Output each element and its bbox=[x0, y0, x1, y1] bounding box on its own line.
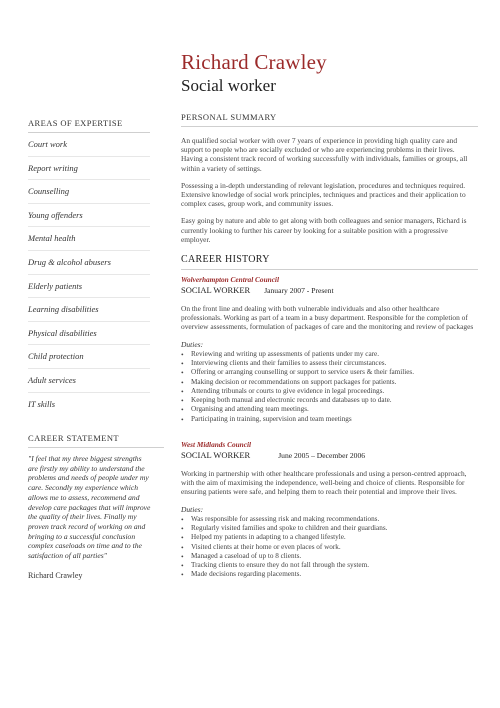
duty-item: • Interviewing clients and their families to assess their circumstances. bbox=[181, 359, 478, 368]
expertise-item: Elderly patients bbox=[28, 275, 150, 299]
job-entry bbox=[181, 440, 478, 580]
duty-item: • Organising and attending team meetings. bbox=[181, 405, 478, 414]
duties-heading: Duties: bbox=[181, 504, 204, 514]
job-title: SOCIAL WORKER bbox=[181, 285, 251, 296]
career-statement-quote: "I feel that my three biggest strengths are firstly my ability to understand the problems and needs of people under my care. Secondly my experience which allows me to assess, recommend and develop care packages that will improve the quality of their lives. Finally my proven track record of working on and bringing to a successful conclusion complex caseloads on time and to the satisfaction of all parties" bbox=[28, 454, 151, 561]
expertise-item: IT skills bbox=[28, 398, 56, 409]
expertise-item: Young offenders bbox=[28, 204, 150, 228]
expertise-item: Physical disabilities bbox=[28, 322, 150, 346]
duties-list bbox=[181, 515, 478, 580]
job-title-line bbox=[181, 285, 478, 295]
career-statement-heading: CAREER STATEMENT bbox=[28, 433, 164, 448]
duty-item: • Managed a caseload of up to 8 clients. bbox=[181, 552, 478, 561]
summary-paragraph: An qualified social worker with over 7 years of experience in providing high quality care and support to people who are socially excluded or who are experiencing problems in their lives. Having a consistent track record of working successfully with individuals, families or groups, all within a variety of settings. bbox=[181, 136, 468, 173]
job-dates: January 2007 - Present bbox=[264, 286, 334, 296]
expertise-item: Mental health bbox=[28, 227, 150, 251]
signature: Richard Crawley bbox=[28, 570, 83, 580]
summary-heading: PERSONAL SUMMARY bbox=[181, 112, 478, 127]
expertise-item: Learning disabilities bbox=[28, 298, 150, 322]
job-title: SOCIAL WORKER bbox=[181, 450, 251, 461]
duty-item: • Visited clients at their home or even places of work. bbox=[181, 543, 478, 552]
career-history-heading: CAREER HISTORY bbox=[181, 254, 478, 270]
duty-item: • Reviewing and writing up assessments of patients under my care. bbox=[181, 350, 478, 359]
expertise-item: Counselling bbox=[28, 180, 150, 204]
employer-name: West Midlands Council bbox=[181, 440, 252, 450]
expertise-heading: AREAS OF EXPERTISE bbox=[28, 118, 150, 133]
duty-item: • Helped my patients in adapting to a changed lifestyle. bbox=[181, 533, 478, 542]
summary-paragraph: Possessing a in-depth understanding of relevant legislation, procedures and techniques required. Extensive knowledge of social work principles, techniques and practices and their application to complex cases, group work, and community issues. bbox=[181, 180, 466, 209]
duty-item: • Offering or arranging counselling or support to service users & their families. bbox=[181, 368, 478, 377]
expertise-item: Court work bbox=[28, 133, 150, 157]
expertise-item: Drug & alcohol abusers bbox=[28, 251, 150, 275]
job-description: On the front line and dealing with both vulnerable individuals and also other healthcare professionals. Working as part of a team in a busy department. Responsible for the completion of overview assessments, formulation of packages of care and the monitoring and review of packages bbox=[181, 304, 474, 332]
expertise-item: Child protection bbox=[28, 345, 150, 369]
duties-heading: Duties: bbox=[181, 339, 204, 349]
employer-name: Wolverhampton Central Council bbox=[181, 275, 279, 285]
expertise-item: Adult services bbox=[28, 369, 150, 393]
career-statement-section bbox=[28, 433, 164, 580]
summary-paragraph: Easy going by nature and able to get along with both colleagues and senior managers, Richard is currently looking to further his career by looking for a suitable position with a progressive employer. bbox=[181, 216, 467, 244]
expertise-item: Report writing bbox=[28, 157, 150, 181]
duty-item: • Was responsible for assessing risk and making recommendations. bbox=[181, 515, 478, 524]
job-description: Working in partnership with other healthcare professionals and using a person-centred approach, with the aim of maximising the independence, well-being and choice of clients. Responsible for ensuring patients were safe, and helping them to reach their potential and improve their lives. bbox=[181, 469, 467, 497]
candidate-role: Social worker bbox=[181, 76, 276, 95]
job-title-line bbox=[181, 450, 478, 460]
duties-list bbox=[181, 350, 478, 424]
job-entry bbox=[181, 275, 478, 424]
duty-item: • Tracking clients to ensure they do not fall through the system. bbox=[181, 561, 478, 570]
main-column bbox=[181, 112, 478, 590]
duty-item: • Participating in training, supervision and team meetings bbox=[181, 415, 478, 424]
duty-item: • Attending tribunals or courts to give evidence in legal proceedings. bbox=[181, 387, 478, 396]
job-dates: June 2005 – December 2006 bbox=[278, 451, 366, 461]
duty-item: • Keeping both manual and electronic records and databases up to date. bbox=[181, 396, 478, 405]
duty-item: • Made decisions regarding placements. bbox=[181, 570, 478, 579]
duty-item: • Making decision or recommendations on support packages for patients. bbox=[181, 378, 478, 387]
candidate-name: Richard Crawley bbox=[181, 50, 327, 74]
duty-item: • Regularly visited families and spoke to children and their guardians. bbox=[181, 524, 478, 533]
expertise-section bbox=[28, 118, 150, 416]
expertise-list bbox=[28, 133, 150, 416]
